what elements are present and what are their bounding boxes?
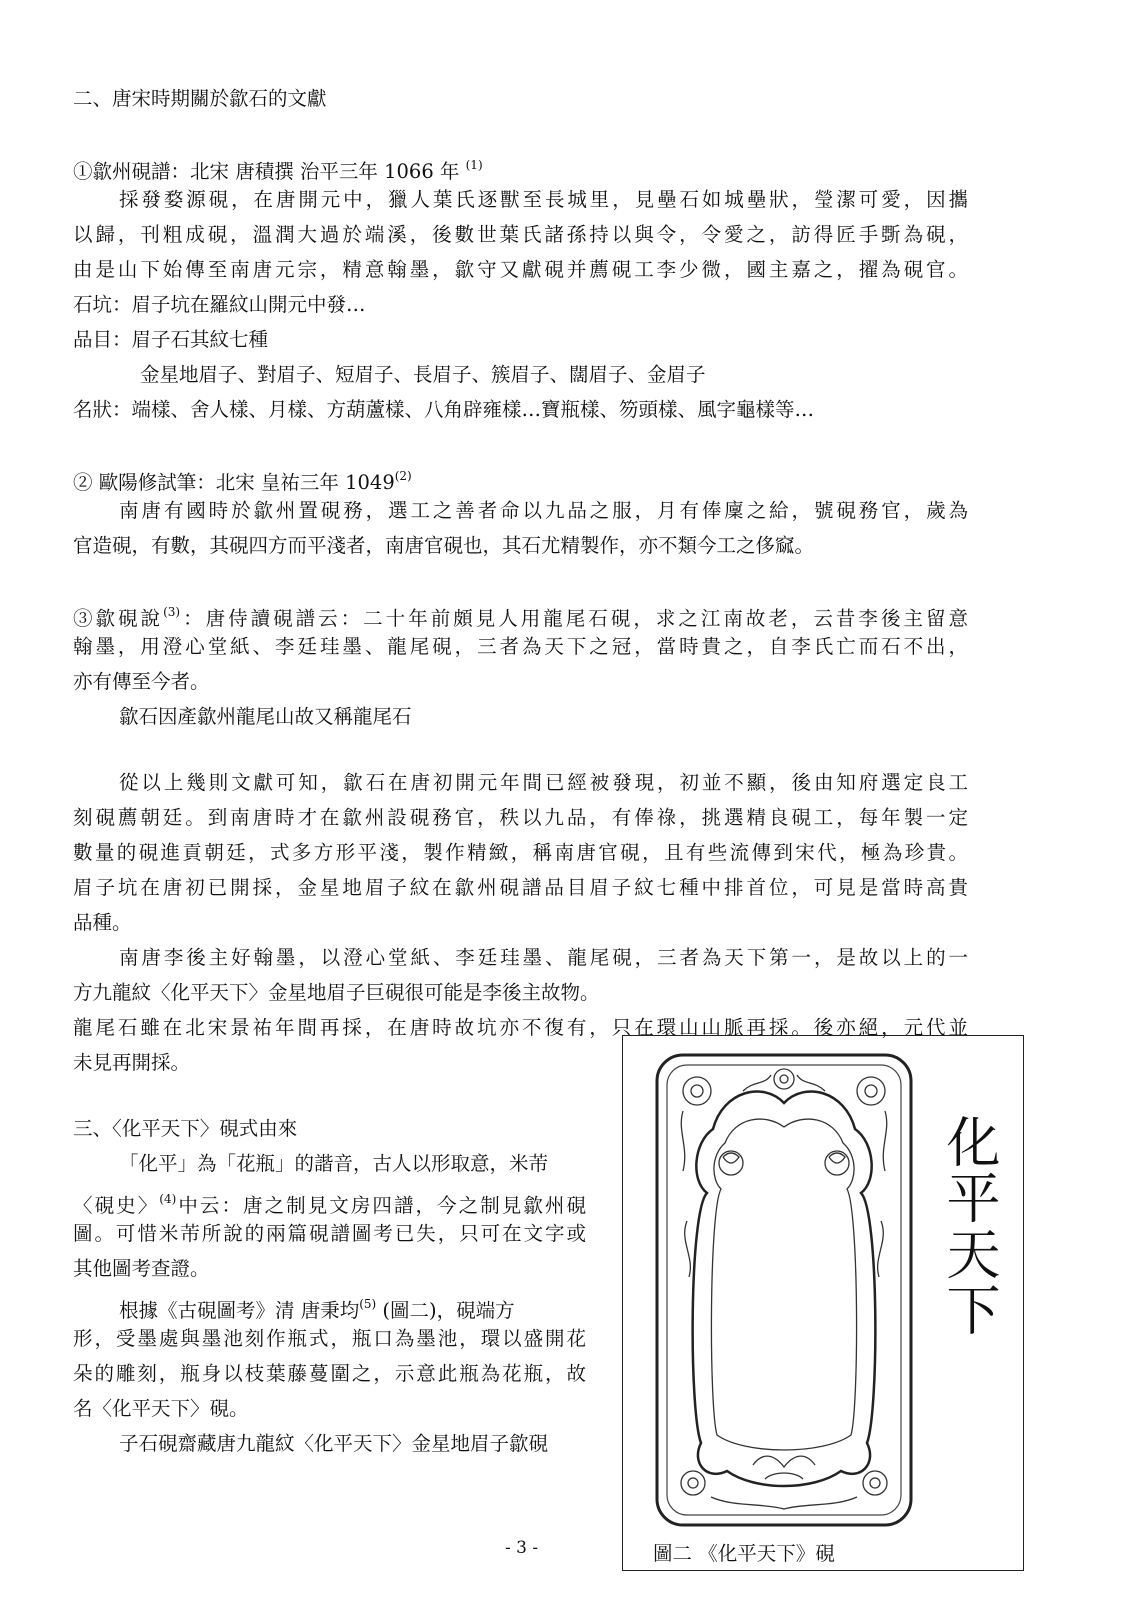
para4-line: 圖。可惜米芾所說的兩篇硯譜圖考已失，只可在文字或 bbox=[73, 1222, 586, 1245]
page-number: - 3 - bbox=[505, 1538, 539, 1558]
inkstone-illustration bbox=[653, 1051, 915, 1529]
para4-line bbox=[73, 1186, 586, 1219]
ref3-note: 歙石因產歙州龍尾山故又稱龍尾石 bbox=[119, 705, 412, 728]
para5-line1-b: (圖二)，硯端方 bbox=[376, 1299, 515, 1322]
ref1-line: 由是山下始傳至南唐元宗，精意翰墨，歙守又獻硯并薦硯工李少微，國主嘉之，擢為硯官。 bbox=[73, 258, 968, 281]
para5-line: 名〈化平天下〉硯。 bbox=[73, 1397, 249, 1420]
ref1-pinmu: 品目：眉子石其紋七種 bbox=[73, 328, 269, 351]
ref2-head-text: ② 歐陽修試筆：北宋 皇祐三年 1049 bbox=[73, 471, 395, 494]
ref3-head-text: ③歙硯說 bbox=[73, 607, 164, 630]
ref1-line: 以歸，刊粗成硯，溫潤大過於端溪，後數世葉氏諸孫持以與令，令愛之，訪得匠手斲為硯， bbox=[73, 223, 968, 246]
ref1-line: 採發婺源硯，在唐開元中，獵人葉氏逐獸至長城里，見壘石如城壘狀，瑩潔可愛，因攜 bbox=[119, 188, 968, 211]
ref1-mingzhuang: 名狀：端樣、舍人樣、月樣、方葫蘆樣、八角辟雍樣…寶瓶樣、笏頭樣、風字龜樣等… bbox=[73, 398, 815, 421]
para1-line: 品種。 bbox=[73, 911, 132, 934]
section-2-title: 二、唐宋時期關於歙石的文獻 bbox=[73, 87, 327, 110]
para4-line: 其他圖考查證。 bbox=[73, 1257, 210, 1280]
para5-line bbox=[119, 1291, 515, 1324]
ref2-footnote-mark: (2) bbox=[394, 469, 412, 483]
para1-line: 眉子坑在唐初已開採，金星地眉子紋在歙州硯譜品目眉子紋七種中排首位，可見是當時高貴 bbox=[73, 876, 968, 899]
para5-line: 形，受墨處與墨池刻作瓶式，瓶口為墨池，環以盛開花 bbox=[73, 1327, 586, 1350]
ref1-heading bbox=[73, 152, 483, 185]
ref3-head-rest: ：唐侍讀硯譜云：二十年前頗見人用龍尾石硯，求之江南故老，云昔李後主留意 bbox=[180, 607, 968, 630]
para5-line: 朵的雕刻，瓶身以枝葉藤蔓圍之，示意此瓶為花瓶，故 bbox=[73, 1362, 586, 1385]
para2-line: 南唐李後主好翰墨，以澄心堂紙、李廷珪墨、龍尾硯，三者為天下第一，是故以上的一 bbox=[119, 946, 968, 969]
figure-caption: 圖二 《化平天下》硯 bbox=[653, 1542, 835, 1565]
para1-line: 刻硯薦朝廷。到南唐時才在歙州設硯務官，秩以九品，有俸祿，挑選精良硯工，每年製一定 bbox=[73, 806, 968, 829]
para4-book-title: 〈硯史〉 bbox=[73, 1194, 160, 1217]
para6-line: 子石硯齋藏唐九龍紋〈化平天下〉金星地眉子歙硯 bbox=[119, 1432, 549, 1455]
para4-line2-rest: 中云：唐之制見文房四譜，今之制見歙州硯 bbox=[176, 1194, 586, 1217]
section-3-title: 三、〈化平天下〉硯式由來 bbox=[73, 1117, 298, 1140]
para3-line: 龍尾石雖在北宋景祐年間再採，在唐時故坑亦不復有，只在環山山脈再採。後亦絕，元代並 bbox=[73, 1016, 968, 1039]
para1-line: 從以上幾則文獻可知，歙石在唐初開元年間已經被發現，初並不顯，後由知府選定良工 bbox=[119, 771, 968, 794]
figure-2 bbox=[622, 1035, 1024, 1571]
ref1-shikeng: 石坑：眉子坑在羅紋山開元中發… bbox=[73, 293, 366, 316]
para5-line1-a: 根據《古硯圖考》清 唐秉均 bbox=[119, 1299, 360, 1322]
para1-line: 數量的硯進貢朝廷，式多方形平淺，製作精緻，稱南唐官硯，且有些流傳到宋代，極為珍貴。 bbox=[73, 841, 968, 864]
para4-footnote-mark: (4) bbox=[159, 1192, 177, 1206]
ref2-heading bbox=[73, 463, 412, 496]
para3-line: 未見再開採。 bbox=[73, 1051, 191, 1074]
ref2-line: 南唐有國時於歙州置硯務，選工之善者命以九品之服，月有俸廩之給，號硯務官，歲為 bbox=[119, 499, 968, 522]
ref2-line: 官造硯，有數，其硯四方而平淺者，南唐官硯也，其石尤精製作，亦不類今工之侈窳。 bbox=[73, 534, 815, 557]
ref1-pinmu-list: 金星地眉子、對眉子、短眉子、長眉子、簇眉子、闊眉子、金眉子 bbox=[140, 363, 706, 386]
ref3-footnote-mark: (3) bbox=[163, 605, 181, 619]
ref3-line: 亦有傳至今者。 bbox=[73, 670, 210, 693]
para5-footnote-mark: (5) bbox=[359, 1297, 377, 1311]
ref3-line: 翰墨，用澄心堂紙、李廷珪墨、龍尾硯，三者為天下之冠，當時貴之，自李氏亡而石不出， bbox=[73, 635, 968, 658]
para4-line: 「化平」為「花瓶」的諧音，古人以形取意，米芾 bbox=[119, 1152, 549, 1175]
para2-line: 方九龍紋〈化平天下〉金星地眉子巨硯很可能是李後主故物。 bbox=[73, 981, 600, 1004]
figure-title: 化平天下 bbox=[938, 1114, 1001, 1338]
ref1-head-text: ①歙州硯譜：北宋 唐積撰 治平三年 1066 年 bbox=[73, 160, 466, 183]
ref1-footnote-mark: (1) bbox=[465, 158, 483, 172]
ref3-heading bbox=[73, 599, 968, 632]
